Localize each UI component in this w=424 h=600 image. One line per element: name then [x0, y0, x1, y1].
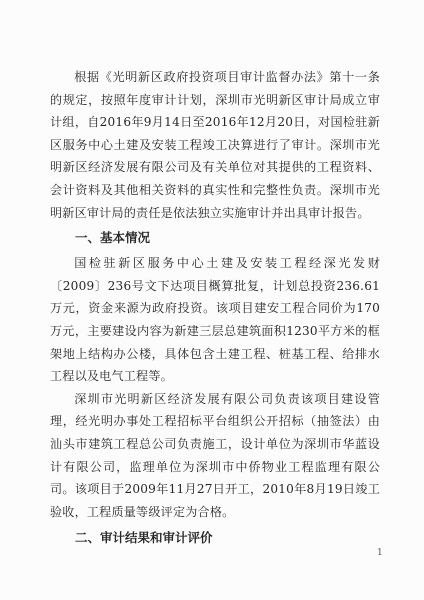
- intro-paragraph: 根据《光明新区政府投资项目审计监督办法》第十一条的规定，按照年度审计计划，深圳市光明新区审计局成立审计组，自2016年9月14日至2016年12月20日，对国检驻新区服务中心土建及安装工程竣工决算进行了审计。深圳市光明新区经济发展有限公司及有关单位对其提供的工程资料、会计资料及其他相关资料的真实性和完整性负责。深圳市光明新区审计局的责任是依法独立实施审计并出具审计报告。: [50, 70, 380, 220]
- basic-info-paragraph-1: 国检驻新区服务中心土建及安装工程经深光发财〔2009〕236号文下达项目概算批复，计划总投资236.61万元，资金来源为政府投资。该项目建安工程合同价为170万元，主要建设内容为新建三层总建筑面积1230平方米的框架地上结构办公楼，具体包含土建工程、桩基工程、给排水工程以及电气工程等。: [50, 256, 380, 384]
- section-heading-audit-results: 二、审计结果和审计评价: [75, 530, 213, 546]
- page-number: 1: [377, 548, 383, 558]
- section-heading-basic-info: 一、基本情况: [75, 230, 151, 246]
- basic-info-paragraph-2: 深圳市光明新区经济发展有限公司负责该项目建设管理，经光明办事处工程招标平台组织公开招标（抽签法）由汕头市建筑工程总公司负责施工，设计单位为深圳市华蓝设计有限公司，监理单位为深圳市中侨物业工程监理有限公司。该项目于2009年11月27日开工，2010年8月19日竣工验收，工程质量等级评定为合格。: [50, 391, 380, 519]
